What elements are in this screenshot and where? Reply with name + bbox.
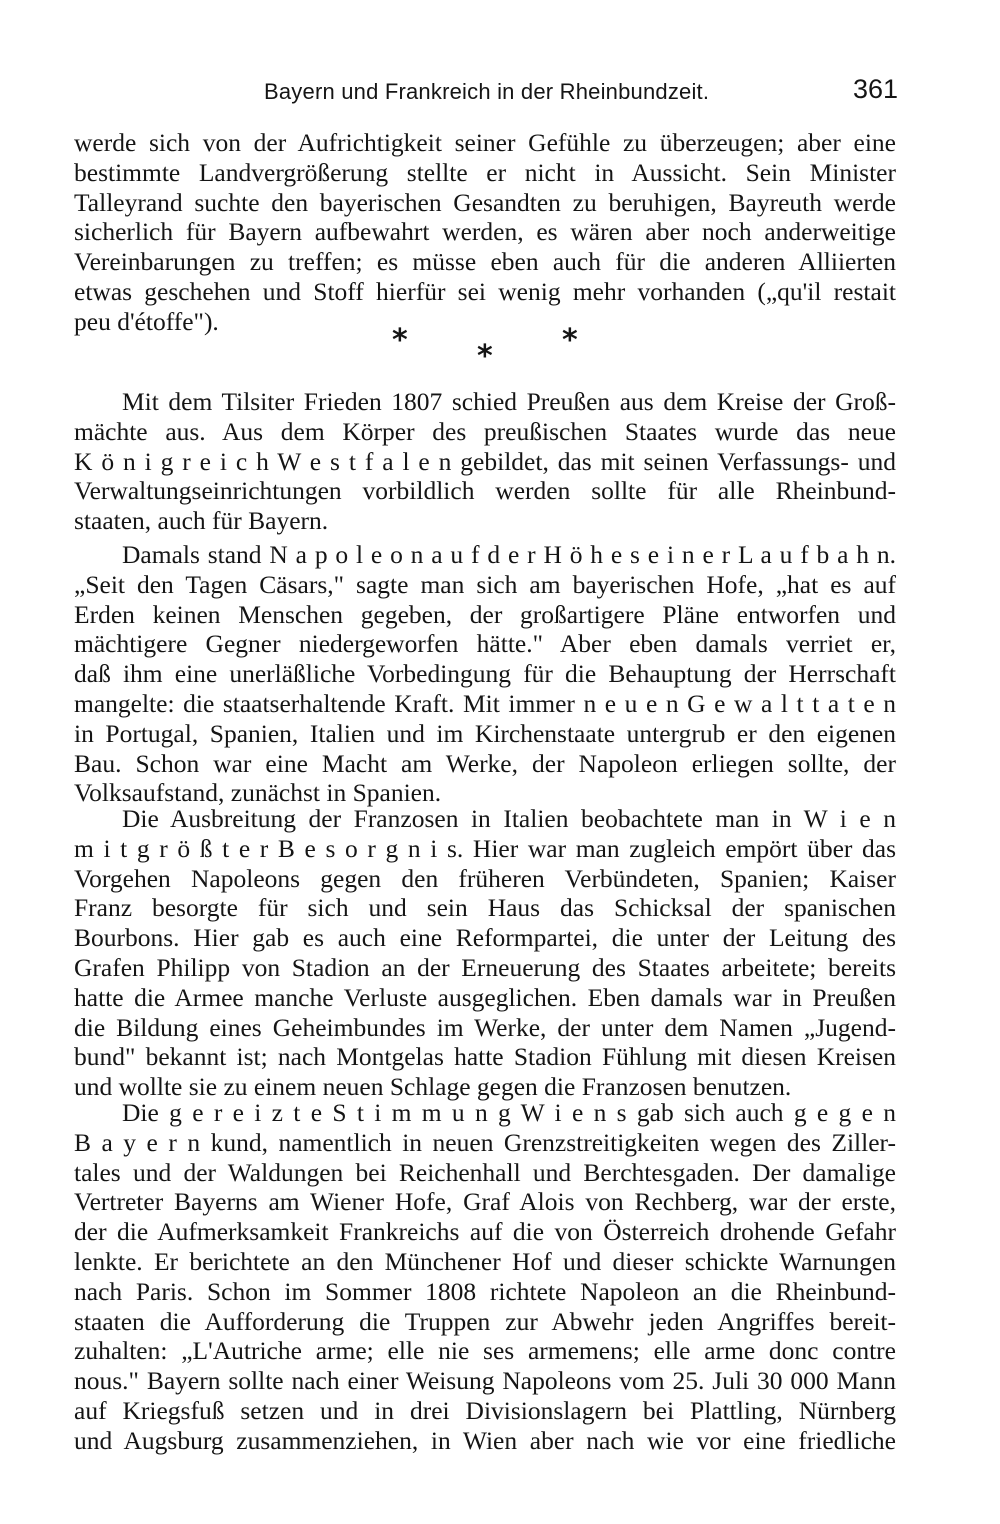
text-line: Vorgehen Napoleons gegen den früheren Verbündeten, Spanien; Kaiser — [74, 863, 896, 893]
text-line: tales und der Waldungen bei Reichenhall und Berchtesgaden. Der damalige — [74, 1157, 896, 1187]
text-line: K ö n i g r e i c h W e s t f a l e n gebildet, das mit seinen Verfassungs- und — [74, 446, 896, 476]
text-line: und Augsburg zusammenziehen, in Wien aber nach wie vor eine friedliche — [74, 1425, 896, 1455]
text-line: mangelte: die staatserhaltende Kraft. Mit immer n e u e n G e w a l t t a t e n — [74, 688, 896, 718]
text-line: lenkte. Er berichtete an den Münchener Hof und dieser schickte Warnungen — [74, 1246, 896, 1276]
paragraph-4 — [74, 804, 896, 1102]
text-line: „Seit den Tagen Cäsars," sagte man sich am bayerischen Hofe, „hat es auf — [74, 569, 896, 599]
text-line: und wollte sie zu einem neuen Schlage gegen die Franzosen benutzen. — [74, 1072, 792, 1102]
paragraph-1 — [74, 128, 896, 337]
text-line: in Portugal, Spanien, Italien und im Kirchenstaate untergrub er den eigenen — [74, 718, 896, 748]
running-header: Bayern und Frankreich in der Rheinbundzeit. — [264, 79, 710, 104]
text-line: mächtigere Gegner niedergeworfen hätte." Aber eben damals verriet er, — [74, 629, 896, 659]
text-line: staaten, auch für Bayern. — [74, 506, 329, 536]
text-line: peu d'étoffe"). — [74, 306, 219, 336]
text-line: nous." Bayern sollte nach einer Weisung Napoleons vom 25. Juli 30 000 Mann — [74, 1366, 896, 1396]
text-line: bund" bekannt ist; nach Montgelas hatte Stadion Fühlung mit diesen Kreisen — [74, 1042, 896, 1072]
section-ornament-star: * — [562, 323, 578, 358]
text-line: B a y e r n kund, namentlich in neuen Grenzstreitigkeiten wegen des Ziller- — [74, 1127, 896, 1157]
text-line: daß ihm eine unerläßliche Vorbedingung für die Behauptung der Herrschaft — [74, 659, 896, 689]
text-line: hatte die Armee manche Verluste ausgeglichen. Eben damals war in Preußen — [74, 982, 896, 1012]
text-line: Bau. Schon war eine Macht am Werke, der Napoleon erliegen sollte, der — [74, 748, 896, 778]
text-line: m i t g r ö ß t e r B e s o r g n i s. Hier war man zugleich empört über das — [74, 833, 896, 863]
text-line: staaten die Aufforderung die Truppen zur Abwehr jeden Angriffes bereit- — [74, 1306, 896, 1336]
text-line: nach Paris. Schon im Sommer 1808 richtete Napoleon an die Rheinbund- — [74, 1276, 896, 1306]
text-line: der die Aufmerksamkeit Frankreichs auf die von Österreich drohende Gefahr — [74, 1217, 896, 1247]
text-line: Mit dem Tilsiter Frieden 1807 schied Preußen aus dem Kreise der Groß- — [122, 387, 896, 416]
text-line: Grafen Philipp von Stadion an der Erneuerung des Staates arbeitete; bereits — [74, 952, 896, 982]
section-ornament-star: * — [392, 323, 408, 358]
text-line: Bourbons. Hier gab es auch eine Reformpartei, die unter der Leitung des — [74, 923, 896, 953]
text-line: sicherlich für Bayern aufbewahrt werden, es wären aber noch anderweitige — [74, 217, 896, 247]
text-line: Verwaltungseinrichtungen vorbildlich werden sollte für alle Rheinbund- — [74, 476, 896, 506]
text-line: Erden keinen Menschen gegeben, der großartigere Pläne entworfen und — [74, 599, 896, 629]
text-line: mächte aus. Aus dem Körper des preußischen Staates wurde das neue — [74, 416, 896, 446]
text-line: Die g e r e i z t e S t i m m u n g W i e n s gab sich auch g e g e n — [122, 1098, 896, 1127]
paragraph-2 — [74, 387, 896, 536]
text-line: Volksaufstand, zunächst in Spanien. — [74, 778, 442, 808]
text-line: bestimmte Landvergrößerung stellte er nicht in Aussicht. Sein Minister — [74, 157, 896, 187]
paragraph-5 — [74, 1098, 896, 1456]
text-line: Die Ausbreitung der Franzosen in Italien beobachtete man in W i e n — [122, 804, 896, 833]
text-line: etwas geschehen und Stoff hierfür sei wenig mehr vorhanden („qu'il restait — [74, 276, 896, 306]
text-line: werde sich von der Aufrichtigkeit seiner Gefühle zu überzeugen; aber eine — [74, 128, 896, 157]
paragraph-3 — [74, 540, 896, 808]
text-line: Franz besorgte für sich und sein Haus das Schicksal der spanischen — [74, 893, 896, 923]
text-line: die Bildung eines Geheimbundes im Werke, der unter dem Namen „Jugend- — [74, 1012, 896, 1042]
text-line: Talleyrand suchte den bayerischen Gesandten zu beruhigen, Bayreuth werde — [74, 187, 896, 217]
page-number: 361 — [852, 74, 898, 104]
text-line: Damals stand N a p o l e o n a u f d e r H ö h e s e i n e r L a u f b a h n. — [122, 540, 896, 569]
section-ornament-star: * — [477, 339, 493, 374]
text-line: zuhalten: „L'Autriche arme; elle nie ses armemens; elle arme donc contre — [74, 1336, 896, 1366]
text-line: Vertreter Bayerns am Wiener Hofe, Graf Alois von Rechberg, war der erste, — [74, 1187, 896, 1217]
text-line: auf Kriegsfuß setzen und in drei Divisionslagern bei Plattling, Nürnberg — [74, 1395, 896, 1425]
text-line: Vereinbarungen zu treffen; es müsse eben auch für die anderen Alliierten — [74, 247, 896, 277]
